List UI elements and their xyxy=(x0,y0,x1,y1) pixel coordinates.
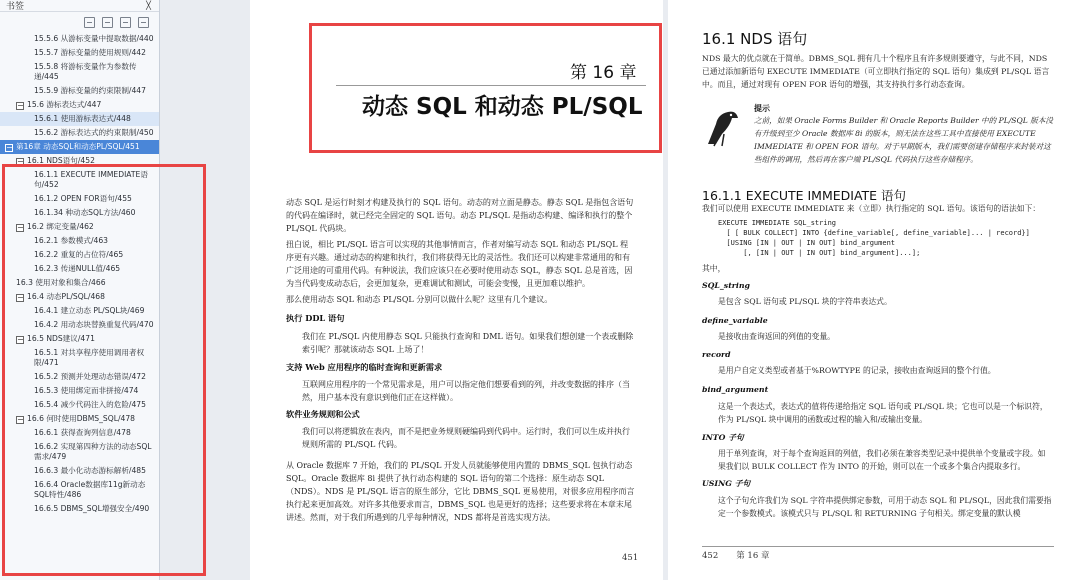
bookmark-label: 第16章 动态SQL和动态PL/SQL/451 xyxy=(16,142,140,151)
bookmark-item[interactable] xyxy=(0,192,159,206)
bookmark-panel-title: 书签 xyxy=(6,2,25,12)
bookmark-item[interactable] xyxy=(0,126,159,140)
bookmark-label: 16.1 NDS语句/452 xyxy=(27,156,95,165)
bookmark-label: 16.1.34 种动态SQL方法/460 xyxy=(34,208,136,217)
pdf-page-452 xyxy=(668,0,1080,580)
bookmark-item[interactable] xyxy=(0,290,159,304)
paragraph: 我们可以使用 EXECUTE IMMEDIATE 来（立即）执行指定的 SQL 语句。该语句的语法如下： xyxy=(702,204,1041,213)
bookmark-label: 16.6.4 Oracle数据库11g新动态SQL特性/486 xyxy=(34,480,146,499)
bookmark-item[interactable] xyxy=(0,168,159,192)
definition: 这个子句允许我们为 SQL 字符串提供绑定参数，可用于动态 SQL 和 PL/SQL，因此我们需要指定一个参数模式。该模式只与 PL/SQL 和 RETURNING 子句相关。绑定变量的默认模 xyxy=(718,496,1052,518)
definition: 是包含 SQL 语句或 PL/SQL 块的字符串表达式。 xyxy=(718,297,892,306)
footer-rule xyxy=(702,546,1054,547)
section-heading: 执行 DDL 语句 xyxy=(286,313,345,323)
bookmark-label: 16.6.5 DBMS_SQL增强安全/490 xyxy=(34,504,150,513)
bookmark-item[interactable] xyxy=(0,98,159,112)
chapter-title: 动态 SQL 和动态 PL/SQL xyxy=(362,94,643,120)
bookmark-label: 16.4.2 用动态块替换重复代码/470 xyxy=(34,320,154,329)
bookmark-item[interactable] xyxy=(0,46,159,60)
collapse-toggle-icon[interactable]: − xyxy=(17,101,24,110)
bookmark-item[interactable] xyxy=(0,318,159,332)
bookmark-item[interactable] xyxy=(0,234,159,248)
bookmark-label: 16.5.4 减少代码注入的危险/475 xyxy=(34,400,146,409)
paragraph: 我们可以将逻辑放在表内，而不是把业务规则硬编码到代码中。运行时，我们可以生成并执行规则所需的 PL/SQL 代码。 xyxy=(302,427,630,449)
subsection-title: 16.1.1 EXECUTE IMMEDIATE 语句 xyxy=(702,188,907,203)
paragraph: 我们在 PL/SQL 内使用静态 SQL 只能执行查询和 DML 语句。如果我们想创建一个表或删除索引呢？那就该动态 SQL 上场了！ xyxy=(302,332,634,354)
bookmark-toolbar xyxy=(0,12,159,32)
bookmark-label: 16.6.1 获得查询列信息/478 xyxy=(34,428,131,437)
bookmark-label: 15.5.6 从游标变量中提取数据/440 xyxy=(34,34,154,43)
bookmark-item[interactable] xyxy=(0,84,159,98)
definition: 用于单列查询，对于每个查询返回的列值，我们必须在兼容类型记录中提供单个变量或字段。如果我们以 BULK COLLECT 作为 INTO 的开始，则可以在一个或多个集合内提取多行。 xyxy=(718,449,1046,471)
bookmark-label: 16.5.3 使用绑定而非拼接/474 xyxy=(34,386,139,395)
paragraph: 扭白说，相比 PL/SQL 语言可以实现的其他事情而言，作者对编写动态 SQL 和动态 PL/SQL 程序更有兴趣。通过动态的构建和执行，我们将获得无比的灵活性。我们还可以构建非常通用的和有广泛用途的可重用代码。有种说法，我们应该只在必要时使用动态 SQL，静态 SQL 总是首选，因为当代码变成动态后，会更加复杂，更难调试和测试，可能会变慢，且更加难以维护。 xyxy=(286,240,633,288)
bookmark-label: 16.6 何时使用DBMS_SQL/478 xyxy=(27,414,136,423)
bookmark-tree xyxy=(0,32,159,516)
collapse-toggle-icon[interactable]: − xyxy=(17,415,24,424)
bookmark-item[interactable] xyxy=(0,384,159,398)
bookmark-item[interactable] xyxy=(0,220,159,234)
term: bind_argument xyxy=(702,385,769,394)
tip-body: 之前，如果 Oracle Forms Builder 和 Oracle Reports Builder 中的 PL/SQL 版本没有升级到至少 Oracle 数据库 8i 的版本，则无法在这些工具中直接使用 EXECUTE IMMEDIATE 和 OPEN FOR 语句。对于早期版本，我们需要创建存储程序来封装对这些组件的调用，然后再在客户端 PL/SQL 代码执行这些存储程序。 xyxy=(754,116,1053,164)
bookmark-label: 16.3 使用对象和集合/466 xyxy=(16,278,106,287)
bookmark-label: 15.6.1 使用游标表达式/448 xyxy=(34,114,131,123)
section-heading: 软件业务规则和公式 xyxy=(286,409,360,419)
section-title: 16.1 NDS 语句 xyxy=(702,30,808,48)
bookmark-label: 16.5 NDS建议/471 xyxy=(27,334,95,343)
page-number: 451 xyxy=(622,553,639,563)
bookmark-label: 15.5.9 游标变量的约束限制/447 xyxy=(34,86,146,95)
bookmark-item[interactable] xyxy=(0,412,159,426)
bookmark-label: 16.1.1 EXECUTE IMMEDIATE语句/452 xyxy=(34,170,148,189)
bookmark-label: 16.2.3 传递NULL值/465 xyxy=(34,264,121,273)
bookmark-item[interactable] xyxy=(0,502,159,516)
collapse-toggle-icon[interactable]: − xyxy=(17,335,24,344)
bookmark-item[interactable] xyxy=(0,398,159,412)
paragraph: 从 Oracle 数据库 7 开始，我们的 PL/SQL 开发人员就能够使用内置的 DBMS_SQL 包执行动态 SQL。Oracle 数据库 8i 提供了执行动态构建的 SQL 语句的第二个选择：原生动态 SQL（NDS）。NDS 是 PL/SQL 语言的原生部分，它比 DBMS_SQL 更易使用，对很多应用程序而言执行起来更加高效。对许多其他要求而言，DBMS_SQL 也是更好的选择；这些要求将在本章末尾讲述。然而，对于我们所遇到的几乎每种情况，NDS 都将是首选实现方法。 xyxy=(286,461,635,522)
bookmark-label: 16.1.2 OPEN FOR语句/455 xyxy=(34,194,132,203)
section-heading: 支持 Web 应用程序的临时查询和更新需求 xyxy=(286,362,443,372)
bookmark-item[interactable] xyxy=(0,440,159,464)
term: INTO 子句 xyxy=(702,433,744,442)
chapter-number: 第 16 章 xyxy=(570,63,637,83)
bookmark-item[interactable] xyxy=(0,262,159,276)
page-footer xyxy=(702,549,787,561)
bookmark-label: 15.6 游标表达式/447 xyxy=(27,100,102,109)
bookmark-item[interactable] xyxy=(0,140,159,154)
bookmark-item[interactable] xyxy=(0,154,159,168)
collapse-all-icon[interactable] xyxy=(102,17,113,28)
bookmark-item[interactable] xyxy=(0,60,159,84)
tip-title: 提示 xyxy=(754,103,770,113)
bookmark-item[interactable] xyxy=(0,346,159,370)
bookmark-label: 16.2 绑定变量/462 xyxy=(27,222,94,231)
running-chapter: 第 16 章 xyxy=(736,551,770,561)
term: SQL_string xyxy=(702,281,750,290)
bookmark-panel-header xyxy=(0,0,159,12)
bookmark-item[interactable] xyxy=(0,464,159,478)
term: USING 子句 xyxy=(702,479,751,488)
bookmark-item[interactable] xyxy=(0,248,159,262)
bookmark-panel xyxy=(0,0,160,580)
collapse-toggle-icon[interactable]: − xyxy=(17,157,24,166)
syntax-code-block: EXECUTE IMMEDIATE SQL_string [ [ BULK COLLECT] INTO {define_variable[, define_variable]... | record}] [USING [IN | OUT | IN OUT] bind_argument [, [IN | OUT | IN OUT] bind_argument]...]; xyxy=(718,219,1030,257)
chapter-rule xyxy=(336,85,646,86)
bird-icon xyxy=(702,104,742,148)
bookmark-item[interactable] xyxy=(0,304,159,318)
definition: 是用户自定义类型或者基于%ROWTYPE 的记录，接收由查询返回的整个行值。 xyxy=(718,366,996,375)
bookmark-item[interactable] xyxy=(0,426,159,440)
term: record xyxy=(702,350,731,359)
paragraph: NDS 最大的优点就在于简单。DBMS_SQL 拥有几十个程序且有许多规则要遵守，与此不同，NDS 已通过添加新语句 EXECUTE IMMEDIATE（可立即执行指定的 SQL 语句）集成到 PL/SQL 语言中。而且，通过对现有 OPEN FOR 语句的增强，其支持执行多行动态查询。 xyxy=(702,54,1050,89)
bookmark-item[interactable] xyxy=(0,478,159,502)
paragraph: 动态 SQL 是运行时刻才构建及执行的 SQL 语句。动态的对立面是静态。静态 SQL 是指包含语句的代码在编译时，就已经完全固定的 SQL 语句。动态 PL/SQL 是指动态构建、编译和执行的整个 PL/SQL 代码块。 xyxy=(286,198,634,233)
bookmark-options-icon[interactable] xyxy=(138,17,149,28)
bookmark-label: 16.6.3 最小化动态游标解析/485 xyxy=(34,466,146,475)
bookmark-label: 16.4 动态PL/SQL/468 xyxy=(27,292,105,301)
bookmark-label: 16.5.1 对共享程序使用调用者权限/471 xyxy=(34,348,145,367)
bookmark-item[interactable] xyxy=(0,112,159,126)
bookmark-label: 16.6.2 实现第四种方法的动态SQL需求/479 xyxy=(34,442,152,461)
definition: 是接收由查询返回的列值的变量。 xyxy=(718,332,835,341)
bookmark-label: 15.5.8 将游标变量作为参数传递/445 xyxy=(34,62,137,81)
bookmark-item[interactable] xyxy=(0,276,159,290)
bookmark-label: 15.5.7 游标变量的使用规则/442 xyxy=(34,48,146,57)
close-icon[interactable]: ╳ xyxy=(146,1,151,10)
collapse-toggle-icon[interactable]: − xyxy=(17,293,24,302)
bookmark-label: 16.2.1 参数模式/463 xyxy=(34,236,108,245)
bookmark-label: 16.5.2 预测并处理动态错误/472 xyxy=(34,372,146,381)
bookmark-label: 16.4.1 建立动态 PL/SQL块/469 xyxy=(34,306,145,315)
bookmark-item[interactable] xyxy=(0,370,159,384)
bookmark-label: 16.2.2 重复的占位符/465 xyxy=(34,250,124,259)
expand-all-icon[interactable] xyxy=(84,17,95,28)
paragraph: 其中， xyxy=(702,264,726,273)
collapse-toggle-icon[interactable]: − xyxy=(6,143,13,152)
bookmark-item[interactable] xyxy=(0,332,159,346)
term: define_variable xyxy=(702,316,768,325)
bookmark-label: 15.6.2 游标表达式的约束限制/450 xyxy=(34,128,154,137)
collapse-toggle-icon[interactable]: − xyxy=(17,223,24,232)
bookmark-item[interactable] xyxy=(0,206,159,220)
add-bookmark-icon[interactable] xyxy=(120,17,131,28)
paragraph: 那么使用动态 SQL 和动态 PL/SQL 分别可以做什么呢？这里有几个建议。 xyxy=(286,295,553,304)
bookmark-item[interactable] xyxy=(0,32,159,46)
pdf-page-451 xyxy=(250,0,663,580)
page-number: 452 xyxy=(702,551,719,561)
definition: 这是一个表达式，表达式的值将传递给指定 SQL 语句或 PL/SQL 块；它也可以是一个标识符，作为 PL/SQL 块中调用的函数或过程的输入和/或输出变量。 xyxy=(718,402,1048,424)
paragraph: 互联网应用程序的一个常见需求是，用户可以指定他们想要看到的列，并改变数据的排序（当然，用户基本没有意识到他们正在这样做）。 xyxy=(302,380,630,402)
